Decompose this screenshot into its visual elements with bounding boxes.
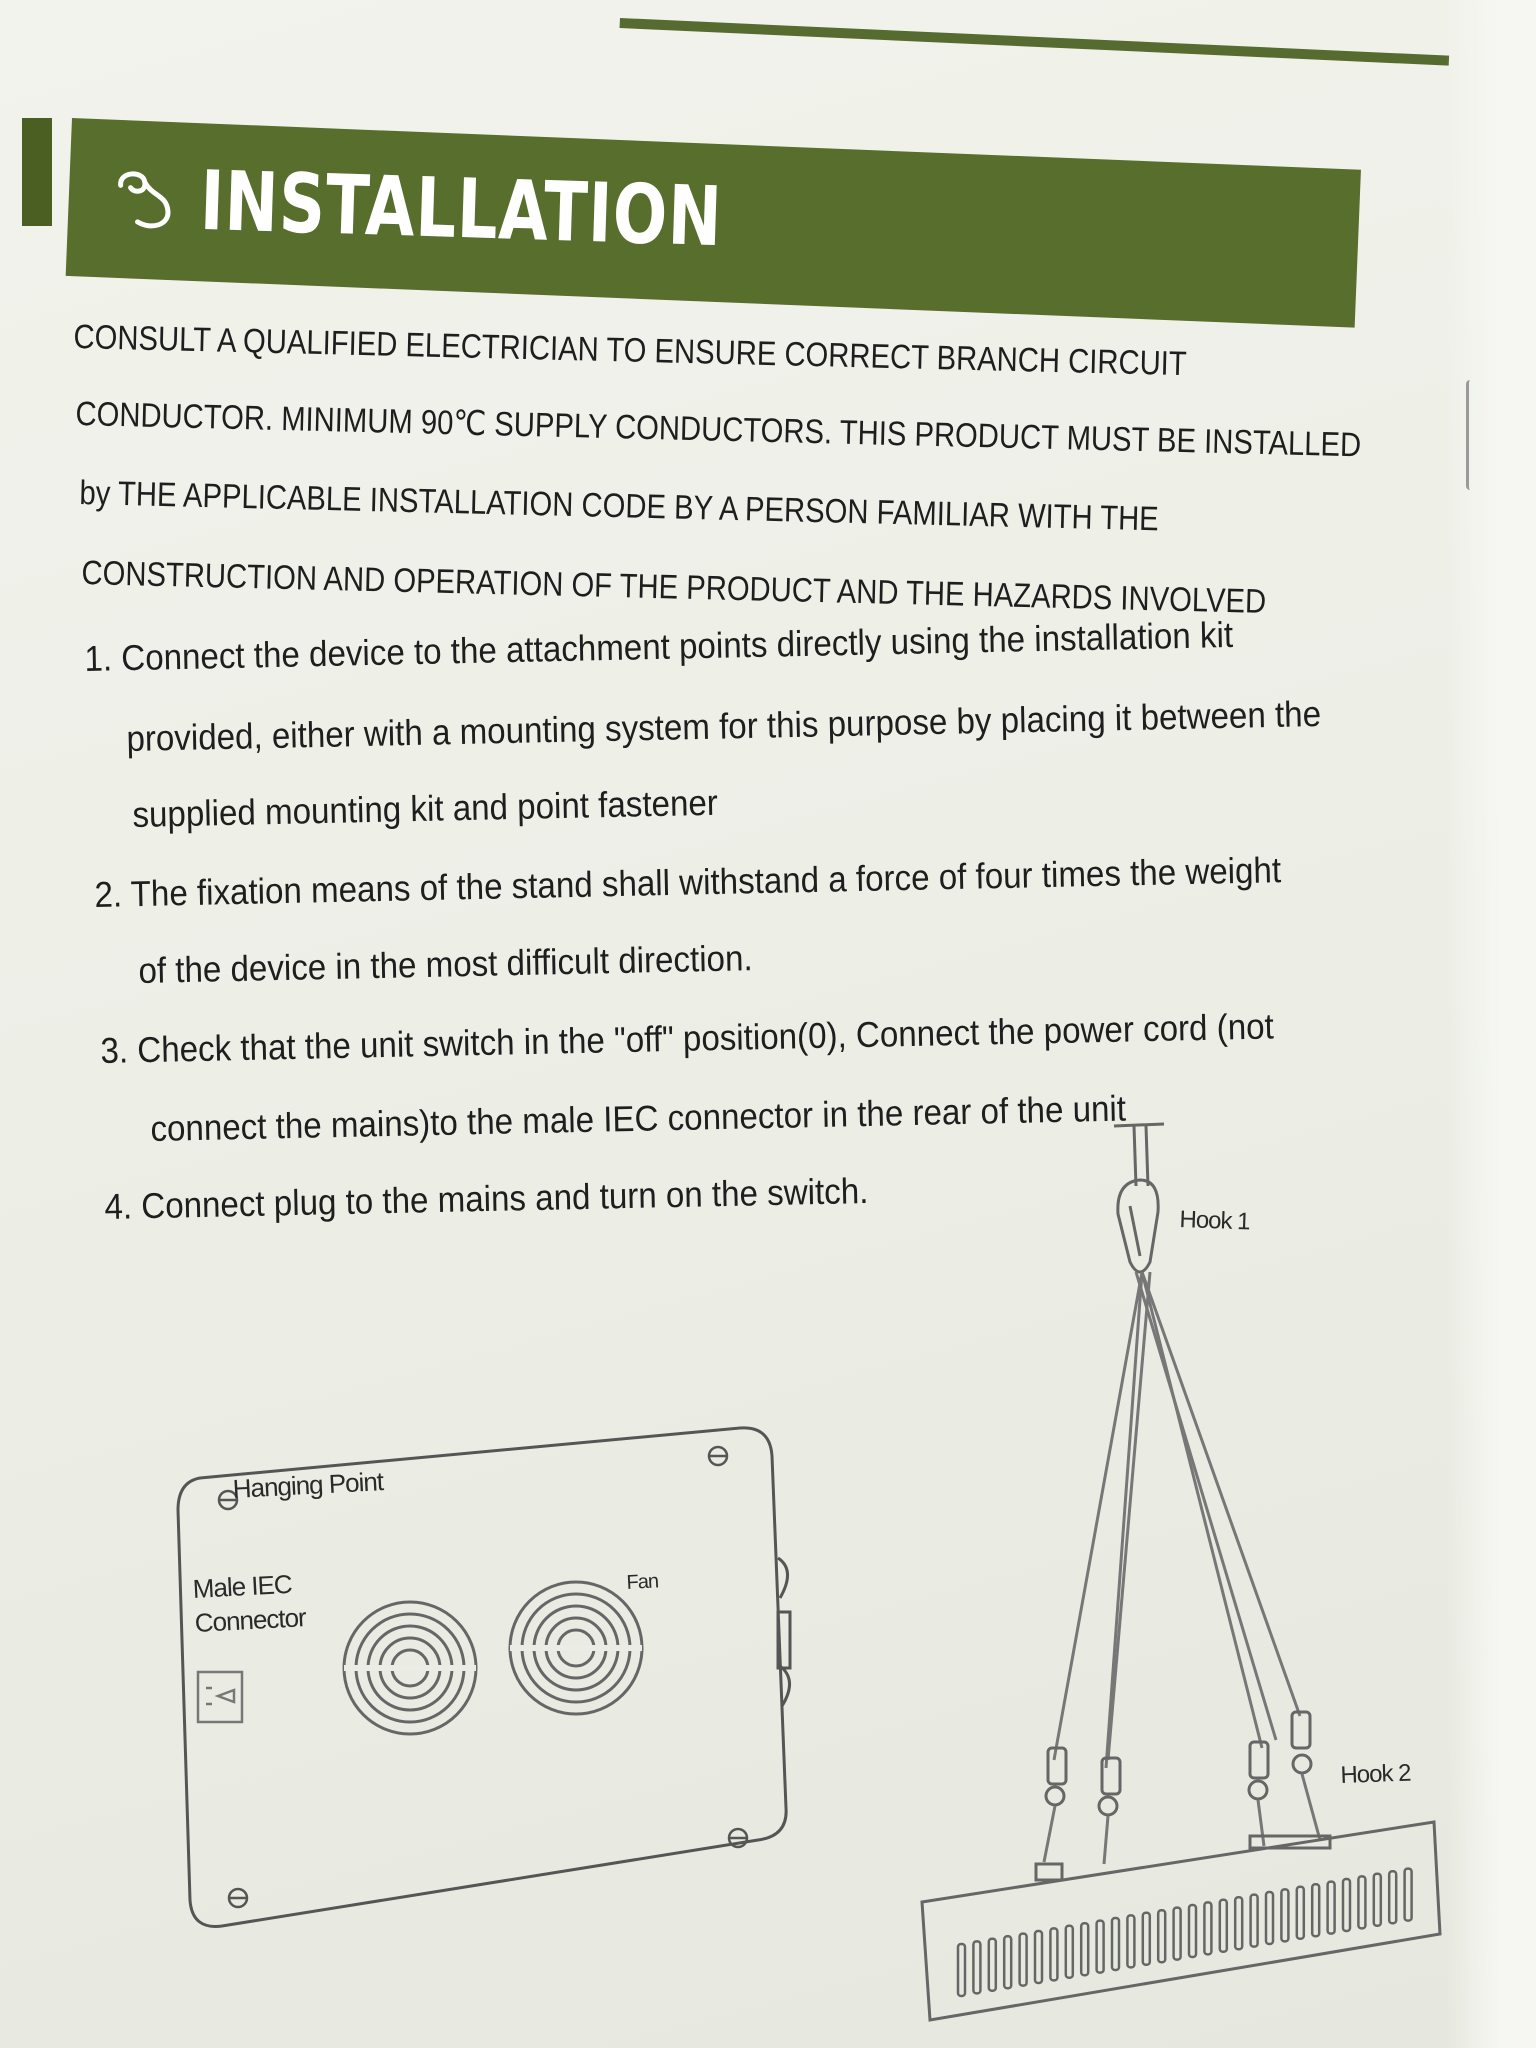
vent-slot [1312,1884,1319,1936]
vent-slot [958,1944,965,1996]
hook-1-label: Hook 1 [1179,1206,1251,1236]
ceiling-hook [1114,1124,1164,1186]
vent-slot [1174,1908,1181,1960]
step-text: Connect the device to the attachment points directly using the installation kit [120,613,1234,679]
step-text: Check that the unit switch in the "off" position(0), Connect the power cord (not [136,1005,1275,1071]
vent-slot [1020,1934,1027,1986]
vent-slot [1328,1882,1335,1934]
step-continuation: supplied mounting kit and point fastener [132,781,719,835]
step-number: 1. [84,637,113,679]
step-continuation: connect the mains)to the male IEC connector in the rear of the unit [150,1087,1127,1149]
hanging-cables [1054,1272,1300,1768]
vent-slot [1266,1892,1273,1944]
lower-cables [1044,1774,1320,1864]
vent-slot [1112,1918,1119,1970]
vent-slot [1066,1926,1073,1978]
step-continuation: provided, either with a mounting system for this purpose by placing it between the [126,692,1322,759]
vent-slot [1158,1910,1165,1962]
step-text: The fixation means of the stand shall withstand a force of four times the weight [130,849,1282,915]
vent-slot [1297,1887,1304,1939]
vent-slot [1389,1871,1396,1923]
vent-slot [1189,1905,1196,1957]
male-iec-label: Connector [194,1602,307,1638]
hook-2-label: Hook 2 [1340,1759,1411,1789]
intro-line: CONSULT A QUALIFIED ELECTRICIAN TO ENSURE CORRECT BRANCH CIRCUIT [73,318,1188,384]
carabiner-icon [1118,1180,1158,1272]
vent-slot [1281,1889,1288,1941]
vent-slot [1358,1876,1365,1928]
fan-icon [510,1582,642,1714]
step-continuation: of the device in the most difficult direction. [138,937,753,991]
intro-line: CONSTRUCTION AND OPERATION OF THE PRODUCT AND THE HAZARDS INVOLVED [81,554,1267,621]
fan-icon [344,1602,476,1734]
vent-slot [1343,1879,1350,1931]
vent-slot [1050,1928,1057,1980]
vent-slot [1251,1895,1258,1947]
vent-slot [1220,1900,1227,1952]
vent-slot [1127,1915,1134,1967]
vent-slot [1004,1936,1011,1988]
screw-icon [709,1447,727,1465]
intro-line: by THE APPLICABLE INSTALLATION CODE BY A PERSON FAMILIAR WITH THE [79,474,1160,539]
title-text: INSTALLATION [198,153,724,265]
hanging-point-label: Hanging Point [232,1466,384,1504]
screw-icon [229,1889,247,1907]
vent-slot [1097,1921,1104,1973]
step-text: Connect plug to the mains and turn on the switch. [140,1169,869,1227]
step-number: 2. [94,873,123,915]
vent-slot [1143,1913,1150,1965]
step-number: 4. [104,1185,133,1227]
vent-slot [1081,1923,1088,1975]
vent-slot [1204,1902,1211,1954]
vent-slot [973,1941,980,1993]
vent-slot [1235,1897,1242,1949]
vent-slot [1374,1874,1381,1926]
iec-connector-icon [198,1672,242,1722]
vent-slot [1035,1931,1042,1983]
intro-line: CONDUCTOR. MINIMUM 90℃ SUPPLY CONDUCTORS. THIS PRODUCT MUST BE INSTALLED [75,394,1362,465]
male-iec-label: Male IEC [192,1568,293,1604]
vent-slot [1405,1869,1412,1921]
fan-label: Fan [626,1570,659,1594]
step-number: 3. [100,1029,129,1071]
vent-slot [989,1939,996,1991]
